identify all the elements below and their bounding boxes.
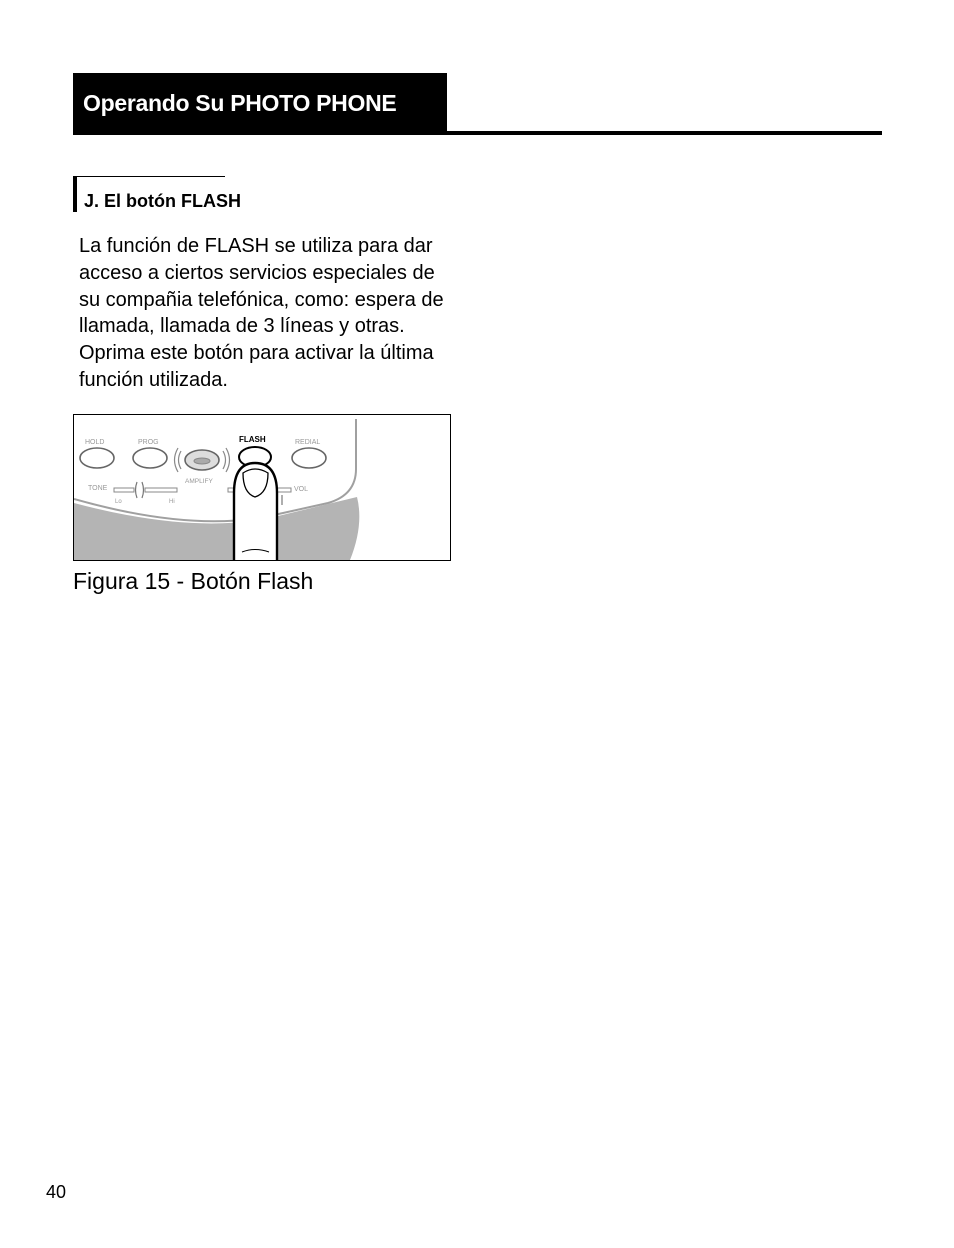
header-rule (447, 131, 882, 135)
vol-label: VOL (294, 486, 309, 493)
section-title: J. El botón FLASH (84, 191, 241, 211)
tone-label: TONE (88, 485, 108, 492)
figure-flash-button (73, 414, 451, 561)
figure-caption: Figura 15 - Botón Flash (73, 568, 314, 594)
body-paragraph (79, 233, 459, 394)
body-line: La función de FLASH se utiliza para dar (79, 235, 433, 257)
section-marker-line (77, 176, 225, 177)
hold-button (80, 448, 114, 468)
vol-slider-right (277, 488, 291, 492)
redial-label: REDIAL (295, 439, 321, 446)
page-number: 40 (46, 1182, 67, 1202)
flash-label: FLASH (239, 435, 266, 444)
prog-label: PROG (138, 439, 159, 446)
redial-button (292, 448, 326, 468)
finger-icon (234, 463, 277, 560)
tone-slider-left (114, 488, 134, 492)
tone-slider-knob (136, 482, 144, 498)
hold-label: HOLD (85, 439, 105, 446)
amplify-indicator (194, 458, 210, 464)
body-line: función utilizada. (79, 368, 228, 391)
section-header-bar (73, 73, 447, 135)
tone-lo-label: Lo (115, 499, 122, 505)
body-line: llamada, llamada de 3 líneas y otras. (79, 315, 405, 338)
page-header-title: Operando Su PHOTO PHONE (83, 90, 397, 116)
section-marker-bar (73, 176, 77, 212)
body-line: su compañia telefónica, como: espera de (79, 288, 444, 311)
tone-hi-label: Hi (169, 499, 175, 505)
phone-keypad-illustration (74, 415, 450, 560)
body-line: Oprima este botón para activar la última (79, 342, 434, 365)
amplify-label: AMPLIFY (185, 478, 213, 485)
tone-slider-right (145, 488, 177, 492)
prog-button (133, 448, 167, 468)
phone-panel-outline (74, 419, 356, 521)
body-line: acceso a ciertos servicios especiales de (79, 261, 435, 284)
